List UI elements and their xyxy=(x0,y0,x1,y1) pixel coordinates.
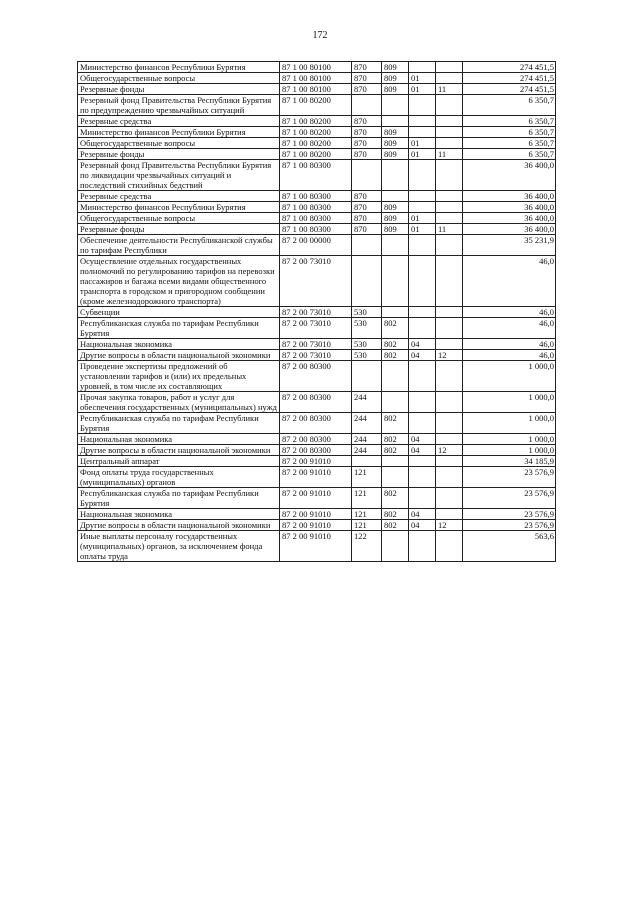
subsection-code-cell xyxy=(436,531,463,562)
table-row xyxy=(78,127,556,138)
target-article-code-cell: 87 1 00 80300 xyxy=(280,160,352,191)
expense-type-code-cell: 244 xyxy=(352,392,382,413)
amount-cell: 23 576,9 xyxy=(463,467,556,488)
subsection-code-cell: 12 xyxy=(436,520,463,531)
subsection-code-cell xyxy=(436,307,463,318)
ministry-code-cell xyxy=(382,116,409,127)
expense-type-code-cell: 244 xyxy=(352,445,382,456)
row-name-cell: Обеспечение деятельности Республиканской службы по тарифам Республики xyxy=(78,235,280,256)
target-article-code-cell: 87 2 00 91010 xyxy=(280,520,352,531)
section-code-cell xyxy=(409,392,436,413)
target-article-code-cell: 87 2 00 00000 xyxy=(280,235,352,256)
subsection-code-cell xyxy=(436,509,463,520)
target-article-code-cell: 87 2 00 80300 xyxy=(280,392,352,413)
row-name-cell: Резервные фонды xyxy=(78,149,280,160)
amount-cell: 34 185,9 xyxy=(463,456,556,467)
amount-cell: 46,0 xyxy=(463,339,556,350)
row-name-cell: Центральный аппарат xyxy=(78,456,280,467)
row-name-cell: Республиканская служба по тарифам Республики Бурятия xyxy=(78,413,280,434)
section-code-cell xyxy=(409,456,436,467)
row-name-cell: Национальная экономика xyxy=(78,434,280,445)
subsection-code-cell xyxy=(436,191,463,202)
amount-cell: 1 000,0 xyxy=(463,392,556,413)
row-name-cell: Другие вопросы в области национальной экономики xyxy=(78,520,280,531)
ministry-code-cell xyxy=(382,307,409,318)
amount-cell: 23 576,9 xyxy=(463,520,556,531)
section-code-cell xyxy=(409,191,436,202)
amount-cell: 6 350,7 xyxy=(463,149,556,160)
ministry-code-cell: 809 xyxy=(382,149,409,160)
subsection-code-cell: 11 xyxy=(436,149,463,160)
section-code-cell: 01 xyxy=(409,224,436,235)
table-row xyxy=(78,434,556,445)
expense-type-code-cell xyxy=(352,160,382,191)
table-row xyxy=(78,202,556,213)
table-row xyxy=(78,467,556,488)
row-name-cell: Иные выплаты персоналу государственных (муниципальных) органов, за исключением фонда оплаты труда xyxy=(78,531,280,562)
ministry-code-cell: 802 xyxy=(382,488,409,509)
ministry-code-cell: 809 xyxy=(382,127,409,138)
ministry-code-cell xyxy=(382,531,409,562)
ministry-code-cell xyxy=(382,361,409,392)
row-name-cell: Другие вопросы в области национальной экономики xyxy=(78,445,280,456)
subsection-code-cell: 11 xyxy=(436,84,463,95)
ministry-code-cell: 809 xyxy=(382,202,409,213)
subsection-code-cell: 12 xyxy=(436,350,463,361)
section-code-cell xyxy=(409,116,436,127)
section-code-cell xyxy=(409,95,436,116)
target-article-code-cell: 87 1 00 80100 xyxy=(280,62,352,73)
table-row xyxy=(78,350,556,361)
table-row xyxy=(78,531,556,562)
subsection-code-cell xyxy=(436,73,463,84)
section-code-cell xyxy=(409,413,436,434)
subsection-code-cell xyxy=(436,213,463,224)
amount-cell: 36 400,0 xyxy=(463,191,556,202)
ministry-code-cell: 809 xyxy=(382,73,409,84)
target-article-code-cell: 87 2 00 91010 xyxy=(280,488,352,509)
row-name-cell: Министерство финансов Республики Бурятия xyxy=(78,62,280,73)
target-article-code-cell: 87 2 00 80300 xyxy=(280,445,352,456)
expense-type-code-cell: 244 xyxy=(352,434,382,445)
target-article-code-cell: 87 1 00 80300 xyxy=(280,202,352,213)
subsection-code-cell xyxy=(436,116,463,127)
ministry-code-cell: 802 xyxy=(382,350,409,361)
row-name-cell: Общегосударственные вопросы xyxy=(78,73,280,84)
table-row xyxy=(78,224,556,235)
table-row xyxy=(78,95,556,116)
section-code-cell: 01 xyxy=(409,84,436,95)
amount-cell: 274 451,5 xyxy=(463,62,556,73)
target-article-code-cell: 87 1 00 80300 xyxy=(280,224,352,235)
section-code-cell: 01 xyxy=(409,149,436,160)
amount-cell: 35 231,9 xyxy=(463,235,556,256)
subsection-code-cell xyxy=(436,256,463,307)
expense-type-code-cell: 530 xyxy=(352,339,382,350)
table-row xyxy=(78,256,556,307)
target-article-code-cell: 87 1 00 80100 xyxy=(280,84,352,95)
expense-type-code-cell: 870 xyxy=(352,202,382,213)
expense-type-code-cell xyxy=(352,456,382,467)
expense-type-code-cell: 870 xyxy=(352,62,382,73)
expense-type-code-cell: 121 xyxy=(352,467,382,488)
ministry-code-cell: 802 xyxy=(382,509,409,520)
section-code-cell xyxy=(409,467,436,488)
section-code-cell: 04 xyxy=(409,520,436,531)
row-name-cell: Прочая закупка товаров, работ и услуг для обеспечения государственных (муниципальных) нужд xyxy=(78,392,280,413)
subsection-code-cell xyxy=(436,361,463,392)
table-row xyxy=(78,73,556,84)
row-name-cell: Министерство финансов Республики Бурятия xyxy=(78,202,280,213)
ministry-code-cell: 809 xyxy=(382,213,409,224)
section-code-cell xyxy=(409,256,436,307)
table-row xyxy=(78,509,556,520)
table-row xyxy=(78,307,556,318)
row-name-cell: Другие вопросы в области национальной экономики xyxy=(78,350,280,361)
subsection-code-cell xyxy=(436,160,463,191)
subsection-code-cell xyxy=(436,392,463,413)
row-name-cell: Резервный фонд Правительства Республики Бурятия по предупреждению чрезвычайных ситуаций xyxy=(78,95,280,116)
amount-cell: 274 451,5 xyxy=(463,73,556,84)
subsection-code-cell xyxy=(436,235,463,256)
table-row xyxy=(78,318,556,339)
table-row xyxy=(78,456,556,467)
row-name-cell: Осуществление отдельных государственных полномочий по регулированию тарифов на перевозки пассажиров и багажа всеми видами общественного транспорта в городском и пригородном сообщении (кроме железнодорожного транспорта) xyxy=(78,256,280,307)
row-name-cell: Национальная экономика xyxy=(78,509,280,520)
section-code-cell: 04 xyxy=(409,350,436,361)
ministry-code-cell: 802 xyxy=(382,520,409,531)
expense-type-code-cell: 870 xyxy=(352,149,382,160)
expense-type-code-cell: 870 xyxy=(352,224,382,235)
section-code-cell xyxy=(409,307,436,318)
table-row xyxy=(78,116,556,127)
target-article-code-cell: 87 1 00 80100 xyxy=(280,73,352,84)
subsection-code-cell: 12 xyxy=(436,445,463,456)
expense-type-code-cell xyxy=(352,361,382,392)
amount-cell: 36 400,0 xyxy=(463,224,556,235)
amount-cell: 1 000,0 xyxy=(463,434,556,445)
expense-type-code-cell: 870 xyxy=(352,191,382,202)
amount-cell: 1 000,0 xyxy=(463,361,556,392)
table-row xyxy=(78,361,556,392)
row-name-cell: Республиканская служба по тарифам Республики Бурятия xyxy=(78,488,280,509)
subsection-code-cell: 11 xyxy=(436,224,463,235)
section-code-cell xyxy=(409,202,436,213)
amount-cell: 46,0 xyxy=(463,318,556,339)
expense-type-code-cell: 244 xyxy=(352,413,382,434)
row-name-cell: Фонд оплаты труда государственных (муниципальных) органов xyxy=(78,467,280,488)
expense-type-code-cell xyxy=(352,256,382,307)
amount-cell: 36 400,0 xyxy=(463,202,556,213)
table-row xyxy=(78,445,556,456)
table-row xyxy=(78,235,556,256)
target-article-code-cell: 87 2 00 73010 xyxy=(280,339,352,350)
table-row xyxy=(78,138,556,149)
ministry-code-cell xyxy=(382,392,409,413)
row-name-cell: Резервные фонды xyxy=(78,224,280,235)
section-code-cell xyxy=(409,361,436,392)
target-article-code-cell: 87 2 00 80300 xyxy=(280,361,352,392)
ministry-code-cell xyxy=(382,467,409,488)
expense-type-code-cell: 122 xyxy=(352,531,382,562)
amount-cell: 274 451,5 xyxy=(463,84,556,95)
row-name-cell: Резервные фонды xyxy=(78,84,280,95)
ministry-code-cell: 802 xyxy=(382,413,409,434)
subsection-code-cell xyxy=(436,138,463,149)
subsection-code-cell xyxy=(436,202,463,213)
subsection-code-cell xyxy=(436,127,463,138)
ministry-code-cell: 802 xyxy=(382,434,409,445)
row-name-cell: Министерство финансов Республики Бурятия xyxy=(78,127,280,138)
ministry-code-cell xyxy=(382,191,409,202)
section-code-cell: 04 xyxy=(409,339,436,350)
target-article-code-cell: 87 2 00 73010 xyxy=(280,256,352,307)
target-article-code-cell: 87 1 00 80200 xyxy=(280,116,352,127)
amount-cell: 36 400,0 xyxy=(463,160,556,191)
expense-type-code-cell: 530 xyxy=(352,318,382,339)
amount-cell: 36 400,0 xyxy=(463,213,556,224)
target-article-code-cell: 87 2 00 73010 xyxy=(280,318,352,339)
amount-cell: 6 350,7 xyxy=(463,127,556,138)
table-row xyxy=(78,213,556,224)
target-article-code-cell: 87 1 00 80300 xyxy=(280,213,352,224)
table-row xyxy=(78,520,556,531)
ministry-code-cell xyxy=(382,456,409,467)
table-row xyxy=(78,160,556,191)
section-code-cell xyxy=(409,62,436,73)
target-article-code-cell: 87 1 00 80200 xyxy=(280,127,352,138)
amount-cell: 46,0 xyxy=(463,256,556,307)
ministry-code-cell: 802 xyxy=(382,318,409,339)
target-article-code-cell: 87 2 00 73010 xyxy=(280,350,352,361)
target-article-code-cell: 87 2 00 80300 xyxy=(280,413,352,434)
row-name-cell: Общегосударственные вопросы xyxy=(78,213,280,224)
row-name-cell: Субвенции xyxy=(78,307,280,318)
target-article-code-cell: 87 1 00 80200 xyxy=(280,138,352,149)
row-name-cell: Проведение экспертизы предложений об установлении тарифов и (или) их предельных уровней, в том числе их составляющих xyxy=(78,361,280,392)
table-row xyxy=(78,339,556,350)
table-row xyxy=(78,62,556,73)
amount-cell: 23 576,9 xyxy=(463,488,556,509)
subsection-code-cell xyxy=(436,62,463,73)
amount-cell: 46,0 xyxy=(463,350,556,361)
table-row xyxy=(78,392,556,413)
target-article-code-cell: 87 1 00 80200 xyxy=(280,149,352,160)
target-article-code-cell: 87 2 00 91010 xyxy=(280,467,352,488)
row-name-cell: Республиканская служба по тарифам Республики Бурятия xyxy=(78,318,280,339)
table-row xyxy=(78,413,556,434)
target-article-code-cell: 87 2 00 73010 xyxy=(280,307,352,318)
subsection-code-cell xyxy=(436,318,463,339)
expense-type-code-cell: 121 xyxy=(352,520,382,531)
subsection-code-cell xyxy=(436,339,463,350)
ministry-code-cell: 809 xyxy=(382,224,409,235)
expense-type-code-cell: 870 xyxy=(352,127,382,138)
ministry-code-cell: 809 xyxy=(382,84,409,95)
subsection-code-cell xyxy=(436,434,463,445)
subsection-code-cell xyxy=(436,456,463,467)
section-code-cell: 01 xyxy=(409,213,436,224)
expense-type-code-cell xyxy=(352,95,382,116)
expense-type-code-cell: 530 xyxy=(352,307,382,318)
table-row xyxy=(78,149,556,160)
expense-type-code-cell: 121 xyxy=(352,488,382,509)
section-code-cell: 04 xyxy=(409,509,436,520)
ministry-code-cell xyxy=(382,256,409,307)
subsection-code-cell xyxy=(436,95,463,116)
section-code-cell: 01 xyxy=(409,73,436,84)
target-article-code-cell: 87 2 00 91010 xyxy=(280,509,352,520)
ministry-code-cell: 809 xyxy=(382,138,409,149)
section-code-cell: 01 xyxy=(409,138,436,149)
ministry-code-cell: 809 xyxy=(382,62,409,73)
section-code-cell xyxy=(409,160,436,191)
target-article-code-cell: 87 2 00 91010 xyxy=(280,531,352,562)
amount-cell: 1 000,0 xyxy=(463,413,556,434)
ministry-code-cell xyxy=(382,160,409,191)
row-name-cell: Резервный фонд Правительства Республики Бурятия по ликвидации чрезвычайных ситуаций и последствий стихийных бедствий xyxy=(78,160,280,191)
row-name-cell: Резервные средства xyxy=(78,116,280,127)
target-article-code-cell: 87 2 00 91010 xyxy=(280,456,352,467)
amount-cell: 1 000,0 xyxy=(463,445,556,456)
section-code-cell xyxy=(409,127,436,138)
budget-table xyxy=(77,61,556,562)
amount-cell: 6 350,7 xyxy=(463,95,556,116)
amount-cell: 6 350,7 xyxy=(463,138,556,149)
subsection-code-cell xyxy=(436,467,463,488)
expense-type-code-cell: 870 xyxy=(352,73,382,84)
expense-type-code-cell: 870 xyxy=(352,84,382,95)
row-name-cell: Резервные средства xyxy=(78,191,280,202)
ministry-code-cell xyxy=(382,95,409,116)
target-article-code-cell: 87 1 00 80300 xyxy=(280,191,352,202)
expense-type-code-cell: 870 xyxy=(352,116,382,127)
amount-cell: 23 576,9 xyxy=(463,509,556,520)
page-number: 172 xyxy=(312,30,328,41)
target-article-code-cell: 87 2 00 80300 xyxy=(280,434,352,445)
ministry-code-cell: 802 xyxy=(382,339,409,350)
row-name-cell: Общегосударственные вопросы xyxy=(78,138,280,149)
section-code-cell xyxy=(409,488,436,509)
row-name-cell: Национальная экономика xyxy=(78,339,280,350)
subsection-code-cell xyxy=(436,488,463,509)
subsection-code-cell xyxy=(436,413,463,434)
table-row xyxy=(78,84,556,95)
section-code-cell xyxy=(409,531,436,562)
expense-type-code-cell: 121 xyxy=(352,509,382,520)
section-code-cell xyxy=(409,235,436,256)
target-article-code-cell: 87 1 00 80200 xyxy=(280,95,352,116)
table-row xyxy=(78,488,556,509)
table-row xyxy=(78,191,556,202)
ministry-code-cell: 802 xyxy=(382,445,409,456)
expense-type-code-cell xyxy=(352,235,382,256)
expense-type-code-cell: 530 xyxy=(352,350,382,361)
expense-type-code-cell: 870 xyxy=(352,138,382,149)
amount-cell: 563,6 xyxy=(463,531,556,562)
expense-type-code-cell: 870 xyxy=(352,213,382,224)
section-code-cell: 04 xyxy=(409,434,436,445)
section-code-cell: 04 xyxy=(409,445,436,456)
amount-cell: 6 350,7 xyxy=(463,116,556,127)
section-code-cell xyxy=(409,318,436,339)
amount-cell: 46,0 xyxy=(463,307,556,318)
ministry-code-cell xyxy=(382,235,409,256)
